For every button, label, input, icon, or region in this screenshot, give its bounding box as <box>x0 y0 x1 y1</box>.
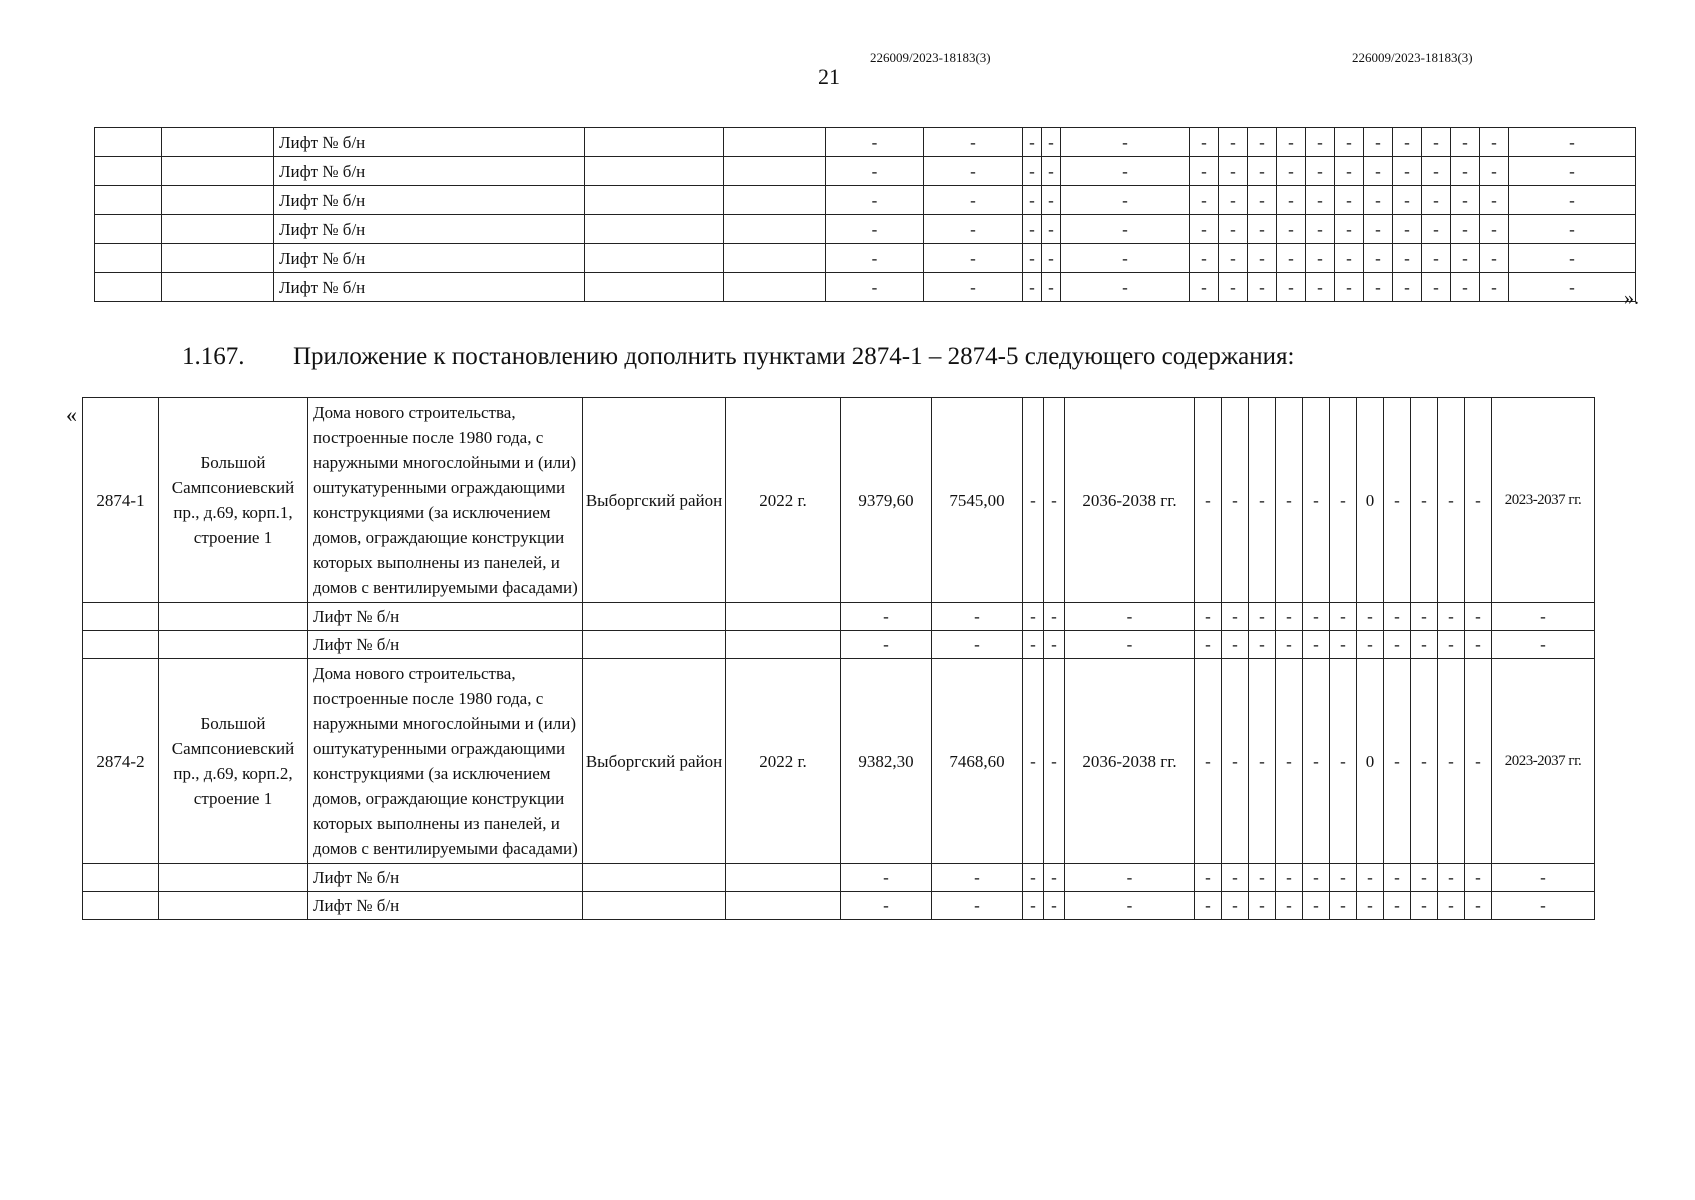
description-cell: Дома нового строительства, построенные после 1980 года, с наружными многослойными и (или) оштукатуренными ограждающими конструкциями (за исключением домов, ограждающие конструкции которых выполнены из панелей, и домов с вентилируемыми фасадами) <box>308 398 583 603</box>
document-id-right: 226009/2023-18183(3) <box>1352 50 1473 65</box>
table-cell: - <box>1042 273 1061 302</box>
work-cell: - <box>1384 659 1411 864</box>
cell-empty <box>724 244 826 273</box>
lift-name: Лифт № б/н <box>274 128 585 157</box>
total-area-cell: 9382,30 <box>841 659 932 864</box>
table-cell: - <box>1335 128 1364 157</box>
table-cell: - <box>841 892 932 920</box>
table-cell: - <box>1465 603 1492 631</box>
table-cell: - <box>1509 128 1636 157</box>
table-cell: - <box>1023 186 1042 215</box>
cell-empty <box>724 157 826 186</box>
table-cell: - <box>1042 157 1061 186</box>
table-cell: - <box>1219 273 1248 302</box>
table-cell: - <box>1023 603 1044 631</box>
period-cell: 2036-2038 гг. <box>1065 398 1195 603</box>
table-cell: - <box>1061 186 1190 215</box>
table-cell: - <box>924 128 1023 157</box>
year-cell: 2022 г. <box>726 398 841 603</box>
table-cell: - <box>1023 864 1044 892</box>
table-cell: - <box>1042 215 1061 244</box>
table-cell: - <box>1509 157 1636 186</box>
cell-empty <box>726 864 841 892</box>
table-cell: - <box>1480 128 1509 157</box>
cell-empty <box>585 215 724 244</box>
work-cell: 0 <box>1357 398 1384 603</box>
cell-empty <box>724 128 826 157</box>
table-cell: - <box>1065 892 1195 920</box>
table-cell: - <box>1480 215 1509 244</box>
table-cell: - <box>1219 128 1248 157</box>
table-cell: - <box>1219 186 1248 215</box>
table-cell: - <box>1303 892 1330 920</box>
table-cell: - <box>1249 631 1276 659</box>
table-row <box>95 215 1636 244</box>
table-cell: - <box>841 864 932 892</box>
cell-empty <box>83 603 159 631</box>
cell-empty <box>95 215 162 244</box>
table-cell: - <box>1277 186 1306 215</box>
table-cell: - <box>1306 186 1335 215</box>
living-area-cell: 7468,60 <box>932 659 1023 864</box>
district-cell: Выборгский район <box>583 659 726 864</box>
cell-empty <box>724 186 826 215</box>
table-cell: - <box>1509 186 1636 215</box>
cell-empty <box>159 631 308 659</box>
table-cell: - <box>1222 603 1249 631</box>
table-cell: - <box>826 273 924 302</box>
table-row <box>95 157 1636 186</box>
lift-name: Лифт № б/н <box>308 603 583 631</box>
work-cell: - <box>1249 398 1276 603</box>
table-cell: - <box>1061 215 1190 244</box>
table-cell: - <box>1393 128 1422 157</box>
table-row <box>95 273 1636 302</box>
cell-empty <box>83 631 159 659</box>
cell-empty <box>585 157 724 186</box>
table-cell: - <box>1023 273 1042 302</box>
cell-empty <box>726 631 841 659</box>
table-cell: - <box>1384 864 1411 892</box>
work-cell: - <box>1465 398 1492 603</box>
cell-empty <box>159 603 308 631</box>
work-cell: - <box>1276 659 1303 864</box>
description-cell: Дома нового строительства, построенные после 1980 года, с наружными многослойными и (или) оштукатуренными ограждающими конструкциями (за исключением домов, ограждающие конструкции которых выполнены из панелей, и домов с вентилируемыми фасадами) <box>308 659 583 864</box>
table-cell: - <box>1357 892 1384 920</box>
table-cell: - <box>1190 244 1219 273</box>
cell-empty <box>162 273 274 302</box>
closing-quote: ». <box>1624 287 1639 309</box>
table-cell: - <box>1422 273 1451 302</box>
table-cell: - <box>1306 157 1335 186</box>
address-cell: Большой Сампсониевский пр., д.69, корп.2, строение 1 <box>159 659 308 864</box>
table-cell: - <box>1219 157 1248 186</box>
clause-number: 1.167. <box>182 343 245 370</box>
work-cell: - <box>1330 398 1357 603</box>
total-area-cell: 9379,60 <box>841 398 932 603</box>
cell-empty <box>585 128 724 157</box>
lift-name: Лифт № б/н <box>274 244 585 273</box>
work-cell: - <box>1222 659 1249 864</box>
work-cell: - <box>1438 659 1465 864</box>
table-cell: - <box>924 157 1023 186</box>
cell-empty <box>162 244 274 273</box>
table-cell: - <box>1222 892 1249 920</box>
table-cell: - <box>1364 244 1393 273</box>
table-cell: - <box>1384 631 1411 659</box>
last-period-cell: 2023-2037 гг. <box>1492 398 1595 603</box>
table-cell: - <box>1044 864 1065 892</box>
table-cell: - <box>1384 892 1411 920</box>
work-cell: - <box>1330 659 1357 864</box>
table-cell: - <box>1330 631 1357 659</box>
cell-empty <box>95 186 162 215</box>
table-cell: - <box>1061 128 1190 157</box>
table-cell: - <box>1393 157 1422 186</box>
table-cell: - <box>826 215 924 244</box>
table-cell: - <box>1451 244 1480 273</box>
table-cell: - <box>826 186 924 215</box>
table-cell: - <box>1276 892 1303 920</box>
table-row <box>95 244 1636 273</box>
work-cell: - <box>1249 659 1276 864</box>
table-cell: - <box>1219 215 1248 244</box>
document-id-left: 226009/2023-18183(3) <box>870 50 991 65</box>
table-cell: - <box>1357 603 1384 631</box>
table-cell: - <box>1023 244 1042 273</box>
table-cell: - <box>932 892 1023 920</box>
table-cell: - <box>1357 631 1384 659</box>
cell-empty <box>159 864 308 892</box>
table-cell: - <box>1042 186 1061 215</box>
table-cell: - <box>924 244 1023 273</box>
table-cell: - <box>1023 128 1042 157</box>
table-cell: - <box>1411 864 1438 892</box>
table-cell: - <box>1303 864 1330 892</box>
table-cell: - <box>1044 398 1065 603</box>
table-cell: - <box>1249 864 1276 892</box>
table-cell: - <box>1023 157 1042 186</box>
table-cell: - <box>1465 631 1492 659</box>
table-cell: - <box>1364 186 1393 215</box>
cell-empty <box>724 273 826 302</box>
table-cell: - <box>924 215 1023 244</box>
table-cell: - <box>1195 631 1222 659</box>
table-row <box>83 864 1595 892</box>
table-cell: - <box>1384 603 1411 631</box>
table-cell: - <box>1195 603 1222 631</box>
table-cell: - <box>1330 892 1357 920</box>
work-cell: - <box>1195 659 1222 864</box>
table-cell: - <box>1222 864 1249 892</box>
table-cell: - <box>1306 215 1335 244</box>
table-cell: - <box>1065 603 1195 631</box>
table-cell: - <box>1335 244 1364 273</box>
table-cell: - <box>1303 603 1330 631</box>
table-cell: - <box>1330 603 1357 631</box>
cell-empty <box>583 892 726 920</box>
table-cell: - <box>1222 631 1249 659</box>
table-cell: - <box>1044 631 1065 659</box>
table-cell: - <box>1190 128 1219 157</box>
cell-empty <box>585 186 724 215</box>
table-cell: - <box>1276 631 1303 659</box>
table-cell: - <box>1276 603 1303 631</box>
table-cell: - <box>1219 244 1248 273</box>
work-cell: - <box>1195 398 1222 603</box>
table-cell: - <box>1393 215 1422 244</box>
address-cell: Большой Сампсониевский пр., д.69, корп.1, строение 1 <box>159 398 308 603</box>
table-cell: - <box>1422 244 1451 273</box>
table-cell: - <box>1364 215 1393 244</box>
work-cell: - <box>1384 398 1411 603</box>
table-cell: - <box>1042 244 1061 273</box>
cell-empty <box>95 273 162 302</box>
table-cell: - <box>1061 244 1190 273</box>
table-cell: - <box>1393 186 1422 215</box>
table-cell: - <box>1249 603 1276 631</box>
table-cell: - <box>1492 603 1595 631</box>
table-cell: - <box>1335 157 1364 186</box>
table-cell: - <box>1422 215 1451 244</box>
table-cell: - <box>932 631 1023 659</box>
table-cell: - <box>1465 892 1492 920</box>
table-cell: - <box>1509 244 1636 273</box>
table-cell: - <box>1044 892 1065 920</box>
table-cell: - <box>1065 631 1195 659</box>
table-cell: - <box>1465 864 1492 892</box>
table-cell: - <box>924 273 1023 302</box>
item-number: 2874-1 <box>83 398 159 603</box>
table-cell: - <box>1190 215 1219 244</box>
table-cell: - <box>1438 892 1465 920</box>
lift-name: Лифт № б/н <box>274 273 585 302</box>
table-cell: - <box>932 603 1023 631</box>
lift-name: Лифт № б/н <box>308 864 583 892</box>
work-cell: - <box>1411 398 1438 603</box>
cell-empty <box>583 631 726 659</box>
table-cell: - <box>1044 603 1065 631</box>
cell-empty <box>83 864 159 892</box>
table-cell: - <box>1044 659 1065 864</box>
table-cell: - <box>1509 215 1636 244</box>
table-row <box>83 892 1595 920</box>
table-row <box>83 603 1595 631</box>
table-cell: - <box>1364 273 1393 302</box>
cell-empty <box>724 215 826 244</box>
table-cell: - <box>1306 273 1335 302</box>
table-cell: - <box>1393 273 1422 302</box>
table-cell: - <box>1438 631 1465 659</box>
table-cell: - <box>841 631 932 659</box>
item-number: 2874-2 <box>83 659 159 864</box>
table-cell: - <box>1276 864 1303 892</box>
lift-name: Лифт № б/н <box>308 892 583 920</box>
table-cell: - <box>1248 215 1277 244</box>
table-cell: - <box>1393 244 1422 273</box>
table-cell: - <box>1480 244 1509 273</box>
table-cell: - <box>1023 659 1044 864</box>
table-cell: - <box>1509 273 1636 302</box>
table-cell: - <box>1411 603 1438 631</box>
table-cell: - <box>1480 273 1509 302</box>
table-cell: - <box>1303 631 1330 659</box>
lift-name: Лифт № б/н <box>274 186 585 215</box>
table-cell: - <box>1335 215 1364 244</box>
work-cell: - <box>1303 659 1330 864</box>
work-cell: - <box>1411 659 1438 864</box>
table-cell: - <box>1451 215 1480 244</box>
cell-empty <box>583 864 726 892</box>
table-cell: - <box>1023 892 1044 920</box>
clause-text: Приложение к постановлению дополнить пунктами 2874-1 – 2874-5 следующего содержания: <box>293 343 1295 370</box>
table-cell: - <box>826 244 924 273</box>
table-row <box>83 631 1595 659</box>
table-cell: - <box>1492 631 1595 659</box>
table-cell: - <box>1248 186 1277 215</box>
table-cell: - <box>1492 892 1595 920</box>
cell-empty <box>726 892 841 920</box>
table-cell: - <box>1335 273 1364 302</box>
table-cell: - <box>1195 892 1222 920</box>
table-cell: - <box>826 157 924 186</box>
last-period-cell: 2023-2037 гг. <box>1492 659 1595 864</box>
table-cell: - <box>1364 157 1393 186</box>
table-cell: - <box>1248 157 1277 186</box>
table-cell: - <box>1277 215 1306 244</box>
cell-empty <box>583 603 726 631</box>
work-cell: - <box>1276 398 1303 603</box>
table-cell: - <box>1277 157 1306 186</box>
table-cell: - <box>1451 157 1480 186</box>
table-cell: - <box>1438 603 1465 631</box>
table-cell: - <box>1330 864 1357 892</box>
table-cell: - <box>1023 215 1042 244</box>
work-cell: - <box>1222 398 1249 603</box>
period-cell: 2036-2038 гг. <box>1065 659 1195 864</box>
lift-name: Лифт № б/н <box>274 157 585 186</box>
table-cell: - <box>1438 864 1465 892</box>
cell-empty <box>159 892 308 920</box>
table-cell: - <box>1306 128 1335 157</box>
table-cell: - <box>1061 157 1190 186</box>
table-cell: - <box>1364 128 1393 157</box>
table-cell: - <box>1190 273 1219 302</box>
table-cell: - <box>1065 864 1195 892</box>
table-cell: - <box>1492 864 1595 892</box>
lift-name: Лифт № б/н <box>274 215 585 244</box>
cell-empty <box>162 186 274 215</box>
table-cell: - <box>1451 186 1480 215</box>
table-cell: - <box>1190 186 1219 215</box>
work-cell: - <box>1438 398 1465 603</box>
table-cell: - <box>924 186 1023 215</box>
table-cell: - <box>1061 273 1190 302</box>
opening-quote: « <box>66 402 77 427</box>
cell-empty <box>726 603 841 631</box>
table-cell: - <box>932 864 1023 892</box>
table-cell: - <box>1480 157 1509 186</box>
table-cell: - <box>841 603 932 631</box>
work-cell: 0 <box>1357 659 1384 864</box>
table-cell: - <box>1023 398 1044 603</box>
cell-empty <box>95 244 162 273</box>
table-cell: - <box>1422 186 1451 215</box>
table-cell: - <box>1023 631 1044 659</box>
cell-empty <box>585 273 724 302</box>
cell-empty <box>83 892 159 920</box>
cell-empty <box>162 215 274 244</box>
table-cell: - <box>1195 864 1222 892</box>
work-cell: - <box>1465 659 1492 864</box>
lift-name: Лифт № б/н <box>308 631 583 659</box>
table-cell: - <box>1277 273 1306 302</box>
lift-table-top <box>94 127 1636 302</box>
cell-empty <box>95 128 162 157</box>
table-cell: - <box>1248 273 1277 302</box>
table-cell: - <box>1451 128 1480 157</box>
table-cell: - <box>1277 128 1306 157</box>
cell-empty <box>95 157 162 186</box>
address-row <box>83 398 1595 603</box>
cell-empty <box>162 157 274 186</box>
table-cell: - <box>1335 186 1364 215</box>
cell-empty <box>162 128 274 157</box>
table-cell: - <box>1480 186 1509 215</box>
table-cell: - <box>1411 631 1438 659</box>
living-area-cell: 7545,00 <box>932 398 1023 603</box>
table-row <box>95 186 1636 215</box>
table-cell: - <box>1248 244 1277 273</box>
table-cell: - <box>1190 157 1219 186</box>
work-cell: - <box>1303 398 1330 603</box>
district-cell: Выборгский район <box>583 398 726 603</box>
year-cell: 2022 г. <box>726 659 841 864</box>
table-cell: - <box>826 128 924 157</box>
table-cell: - <box>1042 128 1061 157</box>
table-cell: - <box>1249 892 1276 920</box>
table-cell: - <box>1277 244 1306 273</box>
table-row <box>95 128 1636 157</box>
table-cell: - <box>1422 157 1451 186</box>
addresses-table <box>82 397 1595 920</box>
table-cell: - <box>1411 892 1438 920</box>
address-row <box>83 659 1595 864</box>
table-cell: - <box>1422 128 1451 157</box>
table-cell: - <box>1306 244 1335 273</box>
table-cell: - <box>1357 864 1384 892</box>
page-number: 21 <box>818 64 840 89</box>
table-cell: - <box>1451 273 1480 302</box>
cell-empty <box>585 244 724 273</box>
table-cell: - <box>1248 128 1277 157</box>
